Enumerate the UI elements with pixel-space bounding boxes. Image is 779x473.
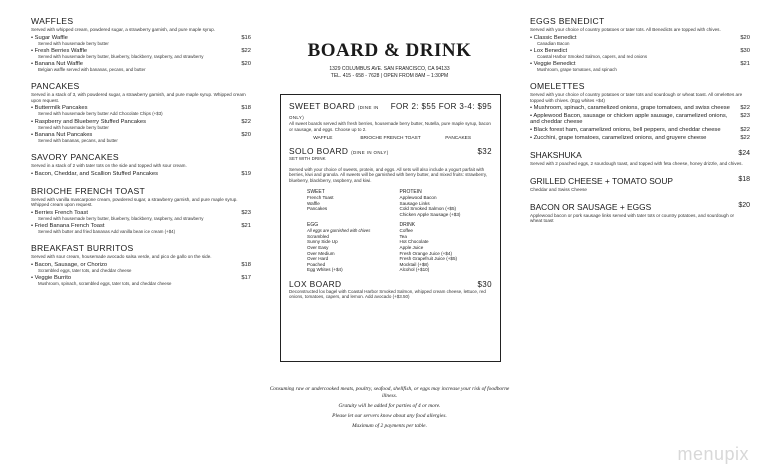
list-option: Applewood Bacon	[399, 195, 437, 201]
menu-section	[31, 152, 262, 177]
menu-item-name: • Black forest ham, caramelized onions, bell peppers, and cheddar cheese	[530, 127, 730, 133]
menu-item-price: $23	[241, 209, 251, 216]
sweet-board-price: FOR 2: $55 FOR 3-4: $95	[390, 102, 492, 111]
menu-section	[530, 176, 779, 193]
address: 1329 COLUMBUS AVE. SAN FRANCISCO, CA 94133	[329, 66, 450, 72]
menu-item	[31, 48, 251, 54]
menu-item-name: • Mushroom, spinach, caramelized onions, grape tomatoes, and swiss cheese	[530, 105, 730, 111]
list-option: Hot Chocolate	[399, 239, 429, 245]
section-price: $24	[738, 150, 750, 158]
note: Gratuity will be added for parties of 4 or more.	[338, 403, 441, 409]
menu-item-desc: Mushroom, spinach, scrambled eggs, tater tots, and cheddar cheese	[38, 280, 172, 286]
section-title: EGGS BENEDICT	[530, 16, 605, 26]
menu-item-name: • Veggie Benedict	[530, 61, 730, 67]
list-option: Mocktail (+$8)	[399, 261, 429, 267]
menu-item-price: $22	[740, 105, 750, 112]
menu-item-price: $20	[740, 34, 750, 41]
section-title: BREAKFAST BURRITOS	[31, 243, 134, 254]
menu-item-name: • Lox Benedict	[530, 48, 730, 54]
menu-item-price: $22	[740, 127, 750, 134]
solo-choices-bottom	[289, 223, 492, 273]
section-desc: Cheddar and Swiss Cheese	[530, 186, 587, 192]
list-option: Pancakes	[307, 206, 328, 212]
menu-item-desc: Belgian waffle served with bananas, pecans, and butter	[38, 67, 146, 72]
solo-board-price: $32	[477, 147, 492, 157]
section-price: $18	[738, 175, 750, 183]
lox-board-header	[289, 279, 492, 289]
menu-item-name: • Fried Banana French Toast	[31, 223, 231, 229]
section-title: PANCAKES	[31, 81, 80, 92]
section-price: $20	[738, 201, 750, 209]
section-title: GRILLED CHEESE + TOMATO SOUP	[530, 175, 673, 186]
sweet-board-header	[289, 101, 492, 121]
menu-item-name: • Berries French Toast	[31, 210, 231, 216]
menu-item	[530, 35, 750, 41]
menu-item-price: $20	[241, 61, 251, 67]
menu-notes	[262, 386, 517, 430]
solo-board-desc: Served with your choice of sweets, protein, and eggs. All sets will also include a yogurt parfait with berries, kiwi and granola. All sweets will be garnished with berry butter, and mixed fruits: strawberry, blueberry, blackberry, raspberry, and kiwi.	[289, 166, 488, 183]
section-desc: Applewood bacon or pork sausage links served with tater tots or country potatoes, and sourdough or wheat toast	[530, 212, 735, 224]
solo-board-header	[289, 146, 492, 156]
sweet-board-desc: All sweet boards served with fresh berries, housemade berry butter, Nutella, pure maple syrup, bacon or sausage, and eggs. Choose up to 2.	[289, 121, 491, 132]
menu-item	[31, 35, 251, 41]
list-option: Chicken Apple Sausage (+$3)	[399, 211, 461, 217]
right-column	[517, 0, 779, 224]
list-option: Over Hard	[307, 256, 329, 262]
sweet-board-options	[289, 136, 492, 141]
sweet-board-title: SWEET BOARD	[289, 101, 356, 111]
option-french-toast: BRIOCHE FRENCH TOAST	[360, 136, 421, 142]
menu-section	[31, 243, 262, 286]
list-heading: EGG	[307, 221, 319, 228]
list-note: All eggs are garnished with chives	[307, 228, 371, 234]
sweet-board-note: (DINE IN ONLY)	[289, 105, 379, 120]
contact-hours: TEL. 415 - 658 - 7628 | OPEN FROM 8AM – 1:30PM	[330, 73, 449, 79]
menu-item-price: $30	[740, 47, 750, 54]
menu-item-price: $17	[241, 274, 251, 281]
section-desc: Served with 2 poached eggs, 2 sourdough toast, and topped with feta cheese, honey drizzle, and chives.	[530, 161, 743, 167]
list-option: Coffee	[399, 228, 413, 234]
list-option: Cold Smoked Salmon (+$5)	[399, 206, 457, 212]
solo-choices-top	[289, 190, 492, 218]
list-option: Fresh Orange Juice (+$4)	[399, 250, 452, 256]
section-title: SHAKSHUKA	[530, 150, 582, 161]
menu-item	[31, 132, 251, 138]
left-column	[0, 0, 262, 286]
section-title: BACON OR SAUSAGE + EGGS	[530, 201, 652, 212]
menu-section	[31, 16, 262, 72]
boards-box	[280, 94, 501, 362]
menu-item-price: $22	[740, 135, 750, 142]
section-header	[530, 176, 750, 186]
menu-item	[530, 113, 750, 125]
section-title: BRIOCHE FRENCH TOAST	[31, 185, 146, 196]
menu-item-name: • Classic Benedict	[530, 35, 730, 41]
lox-board-title: LOX BOARD	[289, 278, 342, 289]
menu-item-name: • Raspberry and Blueberry Stuffed Pancakes	[31, 119, 231, 125]
list-option: Sausage Links	[399, 200, 430, 206]
menu-item-name: • Applewood Bacon, sausage or chicken apple sausage, caramelized onions, and cheddar cheese	[530, 113, 730, 125]
menu-item-price: $19	[241, 170, 251, 177]
menu-item-name: • Bacon, Cheddar, and Scallion Stuffed Pancakes	[31, 171, 231, 177]
section-desc: Served with your choice of country potatoes or tater tots and sourdough or wheat toast. All omelettes are topped with chives. (Egg whites +$4)	[530, 92, 743, 103]
menu-item-name: • Banana Nut Waffle	[31, 61, 231, 67]
list-option: Waffle	[307, 200, 320, 206]
menu-item-desc: Coastal Harbor Smoked Salmon, capers, and red onions	[537, 53, 648, 59]
menu-item-desc: Canadian Bacon	[537, 40, 570, 46]
menu-section	[530, 16, 779, 72]
menu-item-desc: Served with bananas, pecans, and butter	[38, 137, 118, 143]
menu-item-price: $20	[241, 131, 251, 138]
menu-item	[31, 171, 251, 177]
note: Maximum of 2 payments per table.	[352, 423, 427, 429]
proteins-list	[400, 190, 493, 218]
list-option: Tea	[399, 233, 407, 239]
watermark-logo: menupix	[677, 444, 749, 464]
section-desc: Served with whipped cream, powdered sugar, a strawberry garnish, and pure maple syrup.	[31, 27, 216, 32]
section-header	[530, 202, 750, 212]
section-title: SAVORY PANCAKES	[31, 152, 119, 162]
menu-item-name: • Banana Nut Pancakes	[31, 132, 231, 138]
menu-section	[530, 150, 779, 167]
menu-section	[31, 81, 262, 143]
lox-board-price: $30	[477, 279, 492, 289]
list-option: Sunny Side Up	[307, 239, 338, 245]
list-option: Poached	[307, 261, 326, 267]
section-desc: Served with vanilla mascarpone cream, powdered sugar, a strawberry garnish, and pure maple syrup. Whipped cream upon request.	[31, 196, 238, 208]
list-option: Fresh Grapefruit Juice (+$5)	[399, 256, 458, 262]
restaurant-address-block	[262, 66, 517, 80]
section-desc: Served with sour cream, housemade avocado salsa verde, and pico de gallo on the side.	[31, 254, 212, 260]
list-option: Egg Whites (+$4)	[307, 267, 343, 273]
list-option: Over Medium	[307, 250, 335, 256]
section-desc: Served in a stack of 2 with tater tots on the side and topped with sour cream.	[31, 163, 187, 168]
menu-item-price: $18	[241, 105, 251, 112]
menu-item-name: • Sugar Waffle	[31, 35, 231, 41]
menu-item	[31, 262, 251, 268]
eggs-list	[307, 223, 400, 273]
menu-item-desc: Scrambled eggs, tater tots, and cheddar cheese	[38, 267, 132, 273]
note: Consuming raw or undercooked meats, poultry, seafood, shellfish, or eggs may increase your risk of foodborne illness.	[269, 386, 510, 399]
solo-board-title: SOLO BOARD	[289, 146, 349, 157]
section-title: OMELETTES	[530, 81, 585, 92]
menu-item	[530, 48, 750, 54]
menu-item-price: $23	[740, 113, 750, 120]
menu-item-desc: Mushroom, grape tomatoes, and spinach	[537, 67, 617, 72]
menu-item-desc: Served with housemade berry butter, blueberry, blackberry, raspberry, and strawberry	[38, 53, 204, 59]
menu-item-desc: Served with housemade berry butter	[38, 40, 109, 46]
list-option: Apple Juice	[399, 244, 424, 250]
list-heading: PROTEIN	[399, 188, 422, 195]
menu-item-desc: Served with housemade berry butter Add Chocolate Chips (+$3)	[38, 111, 163, 117]
menu-section	[31, 186, 262, 235]
option-pancakes: PANCAKES	[445, 136, 472, 142]
note: Please let our servers know about any food allergies.	[332, 413, 447, 419]
section-desc: Served in a stack of 3, with powdered sugar, a strawberry garnish, and pure maple syrup. Whipped cream upon request.	[31, 92, 246, 103]
menu-item-price: $22	[241, 47, 251, 54]
menu-item-name: • Veggie Burrito	[31, 275, 231, 281]
menu-section	[530, 202, 779, 224]
solo-board-sub: SET WITH DRINK	[289, 156, 326, 162]
menu-item-price: $16	[241, 34, 251, 41]
list-option: Alcohol (+$10)	[399, 267, 430, 273]
menu-item-name: • Zucchini, grape tomatoes, caramelized onions, and gruyere cheese	[530, 135, 730, 141]
menu-item	[31, 210, 251, 216]
menu-item-desc: Served with butter and fried bananas Add vanilla bean ice cream (+$4)	[38, 228, 176, 234]
section-header	[530, 150, 750, 160]
option-waffle: WAFFLE	[313, 136, 333, 142]
menu-item-desc: Served with housemade berry butter, blueberry, blackberry, raspberry, and strawberry	[38, 215, 204, 221]
list-option: Scrambled	[307, 233, 329, 239]
sweets-list	[307, 190, 400, 218]
menu-item	[530, 105, 750, 111]
menu-item	[530, 127, 750, 133]
list-heading: SWEET	[307, 188, 325, 195]
menu-item-price: $21	[740, 61, 750, 67]
menu-item-name: • Bacon, Sausage, or Chorizo	[31, 262, 231, 268]
menu-item-name: • Fresh Berries Waffle	[31, 48, 231, 54]
menu-section	[530, 81, 779, 141]
menu-item-price: $18	[241, 261, 251, 268]
list-option: Over Easy	[307, 244, 329, 250]
list-option: French Toast	[307, 195, 334, 201]
menu-item	[530, 135, 750, 141]
drinks-list	[400, 223, 493, 273]
list-heading: DRINK	[399, 221, 416, 228]
section-title: WAFFLES	[31, 16, 74, 26]
restaurant-name: BOARD & DRINK	[307, 40, 472, 61]
lox-board-desc: Deconstructed lox bagel with Coastal Harbor Smoked Salmon, whipped cream cheese, lettuce, red onions, tomatoes, capers, and lemon. Add avocado (+$3.50)	[289, 288, 486, 300]
solo-board-note: (DINE IN ONLY)	[351, 150, 389, 156]
menu-item-price: $22	[241, 118, 251, 125]
menu-item-price: $21	[241, 222, 251, 229]
menu-item	[31, 119, 251, 125]
menu-item-desc: Served with housemade berry butter	[38, 124, 109, 130]
section-desc: Served with your choice of country potatoes or tater tots. All Benedicts are topped with chives.	[530, 27, 721, 32]
menu-item-name: • Buttermilk Pancakes	[31, 105, 231, 111]
